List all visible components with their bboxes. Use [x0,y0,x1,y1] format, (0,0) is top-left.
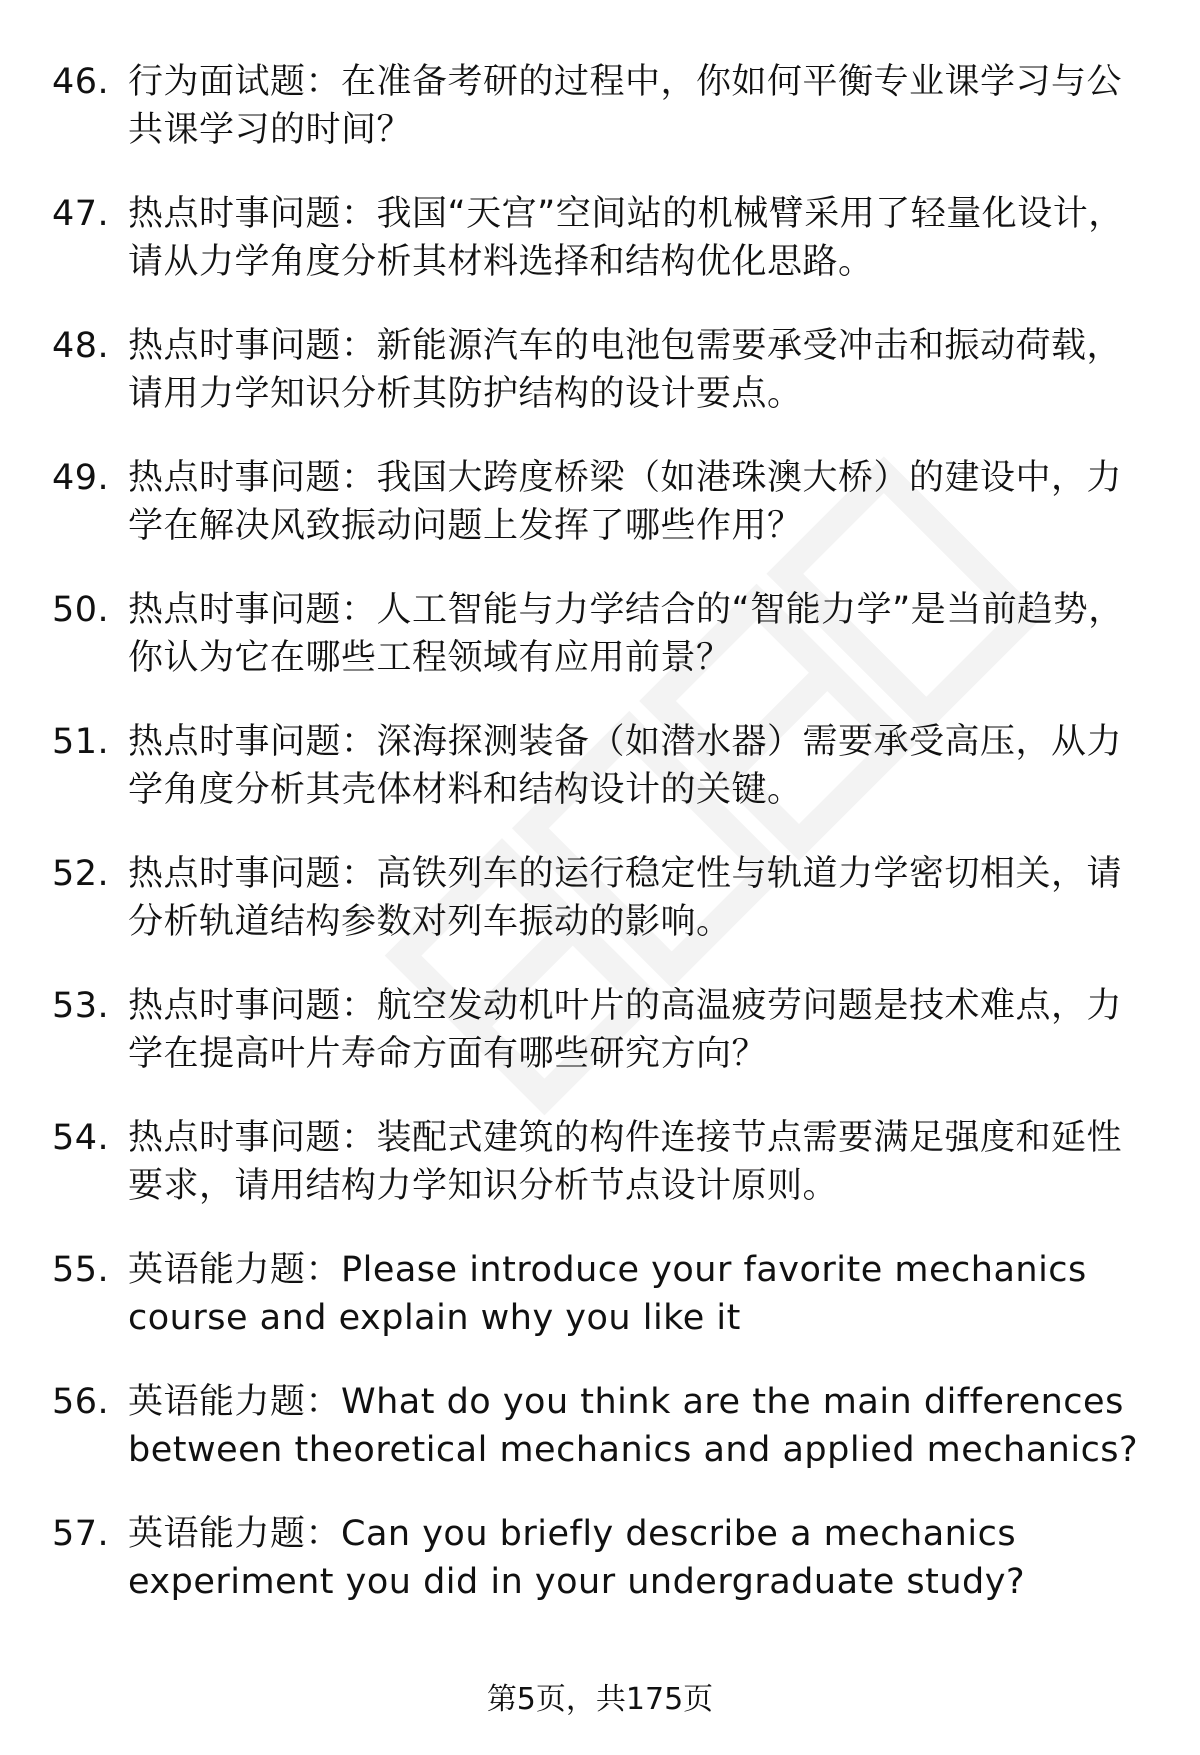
question-number: 57. [52,1514,110,1554]
question-item [52,718,1152,850]
question-text: 热点时事问题：装配式建筑的构件连接节点需要满足强度和延性要求，请用结构力学知识分析节点设计原则。 [128,1118,1123,1206]
question-item [52,850,1152,982]
question-text: 热点时事问题：新能源汽车的电池包需要承受冲击和振动荷载，请用力学知识分析其防护结构的设计要点。 [128,326,1123,414]
question-text: 热点时事问题：我国大跨度桥梁（如港珠澳大桥）的建设中，力学在解决风致振动问题上发挥了哪些作用？ [128,458,1123,546]
question-text: 英语能力题：What do you think are the main differences between theoretical mechanics and applied mechanics? [128,1382,1139,1470]
question-text: 热点时事问题：高铁列车的运行稳定性与轨道力学密切相关，请分析轨道结构参数对列车振动的影响。 [128,854,1123,942]
question-number: 50. [52,590,110,630]
question-list [52,58,1152,1642]
question-item [52,1246,1152,1378]
question-item [52,454,1152,586]
question-number: 54. [52,1118,110,1158]
question-text: 热点时事问题：航空发动机叶片的高温疲劳问题是技术难点，力学在提高叶片寿命方面有哪些研究方向？ [128,986,1123,1074]
question-text: 英语能力题：Can you briefly describe a mechanics experiment you did in your undergraduate study? [128,1514,1026,1602]
question-item [52,1510,1152,1642]
question-number: 47. [52,194,110,234]
question-item [52,58,1152,190]
question-number: 48. [52,326,110,366]
question-number: 56. [52,1382,110,1422]
question-text: 热点时事问题：深海探测装备（如潜水器）需要承受高压，从力学角度分析其壳体材料和结构设计的关键。 [128,722,1123,810]
page-indicator: 第5页，共175页 [486,1682,714,1717]
question-number: 51. [52,722,110,762]
question-number: 53. [52,986,110,1026]
question-number: 46. [52,62,110,102]
question-item [52,982,1152,1114]
question-number: 49. [52,458,110,498]
question-number: 52. [52,854,110,894]
question-item [52,190,1152,322]
question-text: 热点时事问题：人工智能与力学结合的“智能力学”是当前趋势，你认为它在哪些工程领域有应用前景？ [128,590,1124,678]
question-item [52,1114,1152,1246]
question-text: 热点时事问题：我国“天宫”空间站的机械臂采用了轻量化设计，请从力学角度分析其材料选择和结构优化思路。 [128,194,1124,282]
question-text: 行为面试题：在准备考研的过程中，你如何平衡专业课学习与公共课学习的时间？ [128,62,1123,150]
question-item [52,322,1152,454]
question-text: 英语能力题：Please introduce your favorite mechanics course and explain why you like it [128,1250,1087,1338]
question-item [52,1378,1152,1510]
question-item [52,586,1152,718]
question-number: 55. [52,1250,110,1290]
